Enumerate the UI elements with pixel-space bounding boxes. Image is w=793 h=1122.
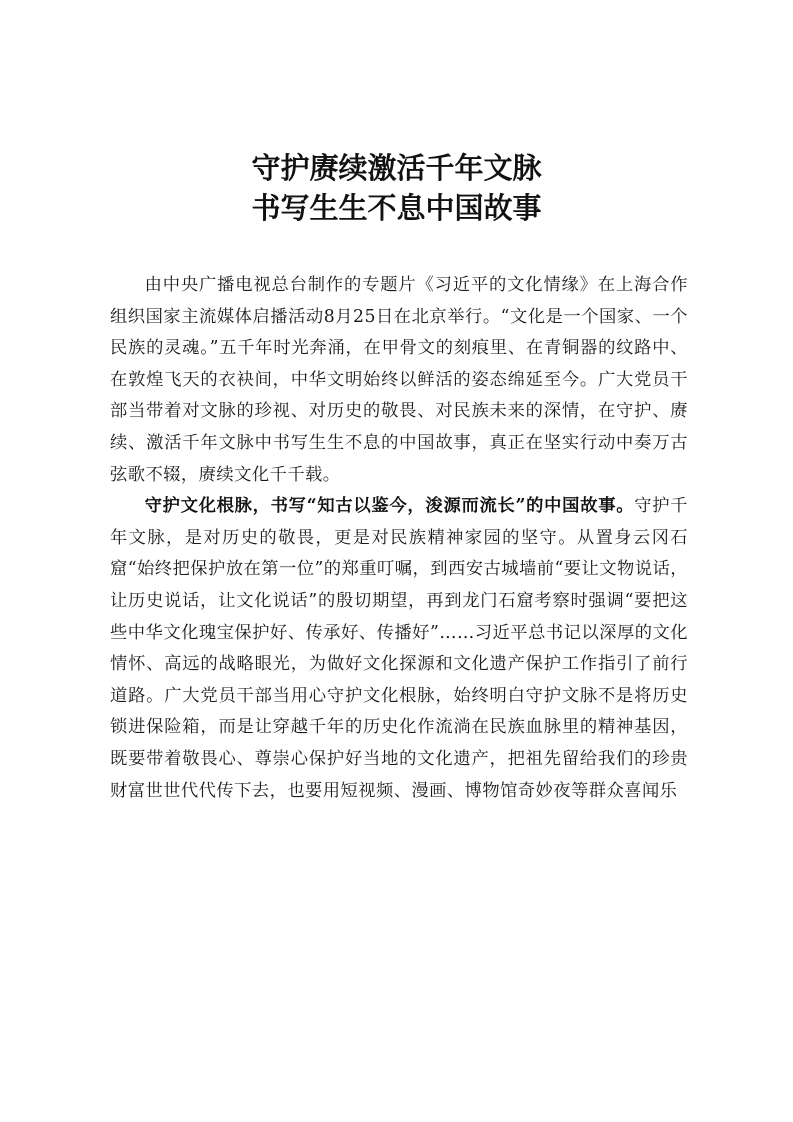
document-title (0, 148, 793, 228)
section-body-text: 守护千年文脉，是对历史的敬畏，更是对民族精神家园的坚守。从置身云冈石窟“始终把保护放在第一位”的郑重叮嘱，到西安古城墙前“要让文物说话，让历史说话，让文化说话”的殷切期望，再到龙门石窟考察时强调“要把这些中华文化瑰宝保护好、传承好、传播好”……习近平总书记以深厚的文化情怀、高远的战略眼光，为做好文化探源和文化遗产保护工作指引了前行道路。广大党员干部当用心守护文化根脉，始终明白守护文脉不是将历史锁进保险箱，而是让穿越千年的历史化作流淌在民族血脉里的精神基因，既要带着敬畏心、尊崇心保护好当地的文化遗产，把祖先留给我们的珍贵财富世世代代传下去，也要用短视频、漫画、博物馆奇妙夜等群众喜闻乐 (110, 496, 688, 801)
paragraph-intro: 由中央广播电视总台制作的专题片《习近平的文化情缘》在上海合作组织国家主流媒体启播活动8月25日在北京举行。“文化是一个国家、一个民族的灵魂。”五千年时光奔涌，在甲骨文的刻痕里、在青铜器的纹路中、在敦煌飞天的衣袂间，中华文明始终以鲜活的姿态绵延至今。广大党员干部当带着对文脉的珍视、对历史的敬畏、对民族未来的深情，在守护、赓续、激活千年文脉中书写生生不息的中国故事，真正在坚实行动中奏万古弦歌不辍，赓续文化千千载。 (110, 275, 688, 485)
title-line-2: 书写生生不息中国故事 (251, 191, 542, 225)
title-line-1: 守护赓续激活千年文脉 (251, 151, 542, 185)
section-heading-lead: 守护文化根脉，书写“知古以鉴今，浚源而流长”的中国故事。 (144, 496, 635, 517)
paragraph-section-1 (110, 491, 688, 807)
document-body (110, 270, 688, 807)
